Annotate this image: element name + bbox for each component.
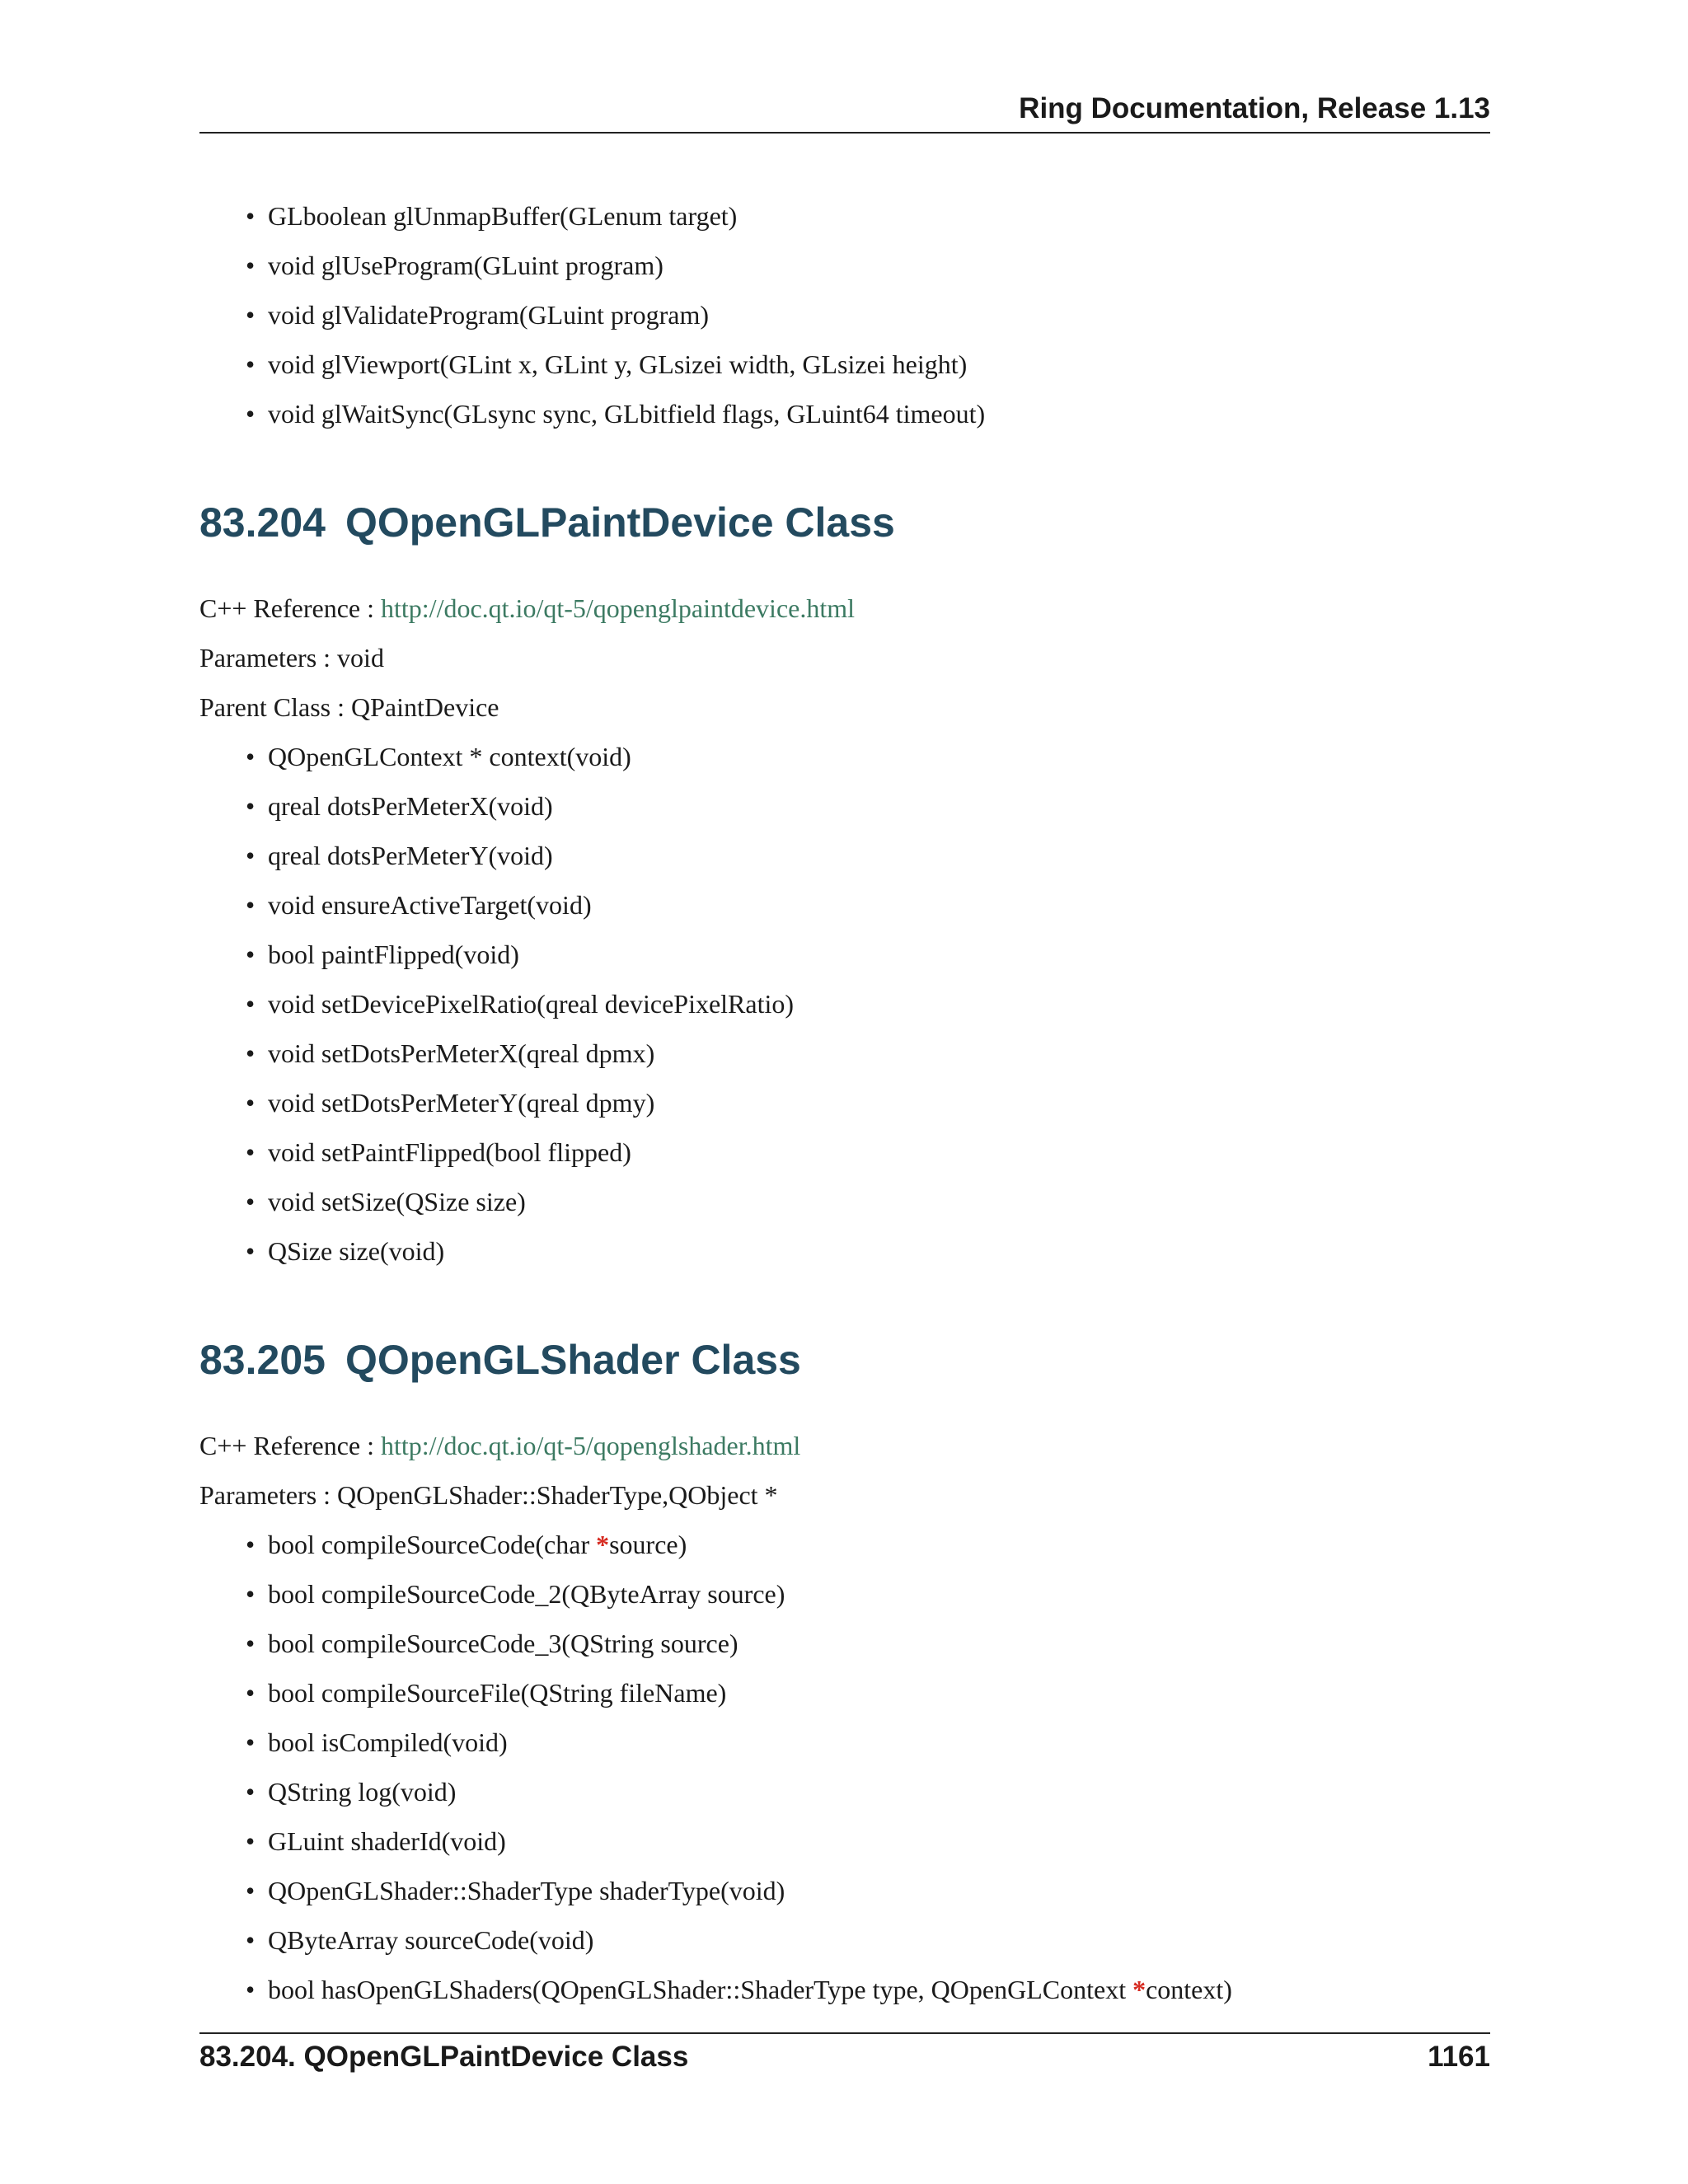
cpp-reference (199, 1421, 1490, 1470)
cpp-reference-link[interactable]: http://doc.qt.io/qt-5/qopenglshader.html (381, 1431, 801, 1460)
method-text: bool hasOpenGLShaders(QOpenGLShader::ShaderType type, QOpenGLContext (268, 1975, 1133, 2004)
section-heading-qopenglshader (199, 1335, 1490, 1385)
section-heading-qopenglpaintdevice (199, 498, 1490, 547)
list-item: • QSize size(void) (268, 1226, 1490, 1276)
pointer-star: * (596, 1530, 610, 1559)
list-item: • bool isCompiled(void) (268, 1718, 1490, 1767)
list-item: • void ensureActiveTarget(void) (268, 880, 1490, 930)
page-content (199, 191, 1490, 2014)
list-item: • qreal dotsPerMeterY(void) (268, 831, 1490, 880)
list-item: • QByteArray sourceCode(void) (268, 1915, 1490, 1965)
list-item: • QOpenGLContext * context(void) (268, 732, 1490, 781)
cpp-reference-link[interactable]: http://doc.qt.io/qt-5/qopenglpaintdevice.html (381, 593, 856, 623)
qopenglpaintdevice-method-list (199, 732, 1490, 1276)
page-number: 1161 (1428, 2041, 1490, 2073)
footer-section-title: 83.204. QOpenGLPaintDevice Class (199, 2041, 689, 2073)
list-item: • QString log(void) (268, 1767, 1490, 1816)
list-item: • void setDevicePixelRatio(qreal devicePixelRatio) (268, 979, 1490, 1029)
cpp-reference-label: C++ Reference : (199, 593, 381, 623)
list-item: • bool compileSourceFile(QString fileName) (268, 1668, 1490, 1718)
section-number: 83.205 (199, 1337, 326, 1383)
parameters: Parameters : QOpenGLShader::ShaderType,QObject * (199, 1480, 778, 1510)
list-item: • bool paintFlipped(void) (268, 930, 1490, 979)
list-item (268, 1520, 1490, 1569)
page-header (199, 92, 1490, 134)
list-item: • void glUseProgram(GLuint program) (268, 241, 1490, 290)
section-title: QOpenGLShader Class (345, 1337, 801, 1383)
list-item: • void glViewport(GLint x, GLint y, GLsizei width, GLsizei height) (268, 340, 1490, 389)
list-item: • bool compileSourceCode_2(QByteArray source) (268, 1569, 1490, 1619)
qopenglshader-method-list (199, 1520, 1490, 2014)
method-text: context) (1146, 1975, 1232, 2004)
list-item: • GLuint shaderId(void) (268, 1816, 1490, 1866)
list-item: • void setSize(QSize size) (268, 1177, 1490, 1226)
list-item: • void glWaitSync(GLsync sync, GLbitfield flags, GLuint64 timeout) (268, 389, 1490, 438)
list-item: • QOpenGLShader::ShaderType shaderType(void) (268, 1866, 1490, 1915)
parent-class: Parent Class : QPaintDevice (199, 692, 499, 722)
list-item: • bool compileSourceCode_3(QString source) (268, 1619, 1490, 1668)
list-item: • void setDotsPerMeterX(qreal dpmx) (268, 1029, 1490, 1078)
list-item: • void setDotsPerMeterY(qreal dpmy) (268, 1078, 1490, 1127)
method-text: bool compileSourceCode(char (268, 1530, 597, 1559)
intro-method-list (199, 191, 1490, 438)
parameters: Parameters : void (199, 643, 384, 673)
section-title: QOpenGLPaintDevice Class (345, 499, 895, 546)
list-item: • void glValidateProgram(GLuint program) (268, 290, 1490, 340)
method-text: source) (609, 1530, 687, 1559)
document-title: Ring Documentation, Release 1.13 (1019, 92, 1490, 124)
section-number: 83.204 (199, 499, 326, 546)
list-item: • GLboolean glUnmapBuffer(GLenum target) (268, 191, 1490, 241)
cpp-reference-label: C++ Reference : (199, 1431, 381, 1460)
list-item (268, 1965, 1490, 2014)
list-item: • void setPaintFlipped(bool flipped) (268, 1127, 1490, 1177)
pointer-star: * (1132, 1975, 1146, 2004)
cpp-reference (199, 583, 1490, 633)
list-item: • qreal dotsPerMeterX(void) (268, 781, 1490, 831)
page-footer (199, 2032, 1490, 2074)
